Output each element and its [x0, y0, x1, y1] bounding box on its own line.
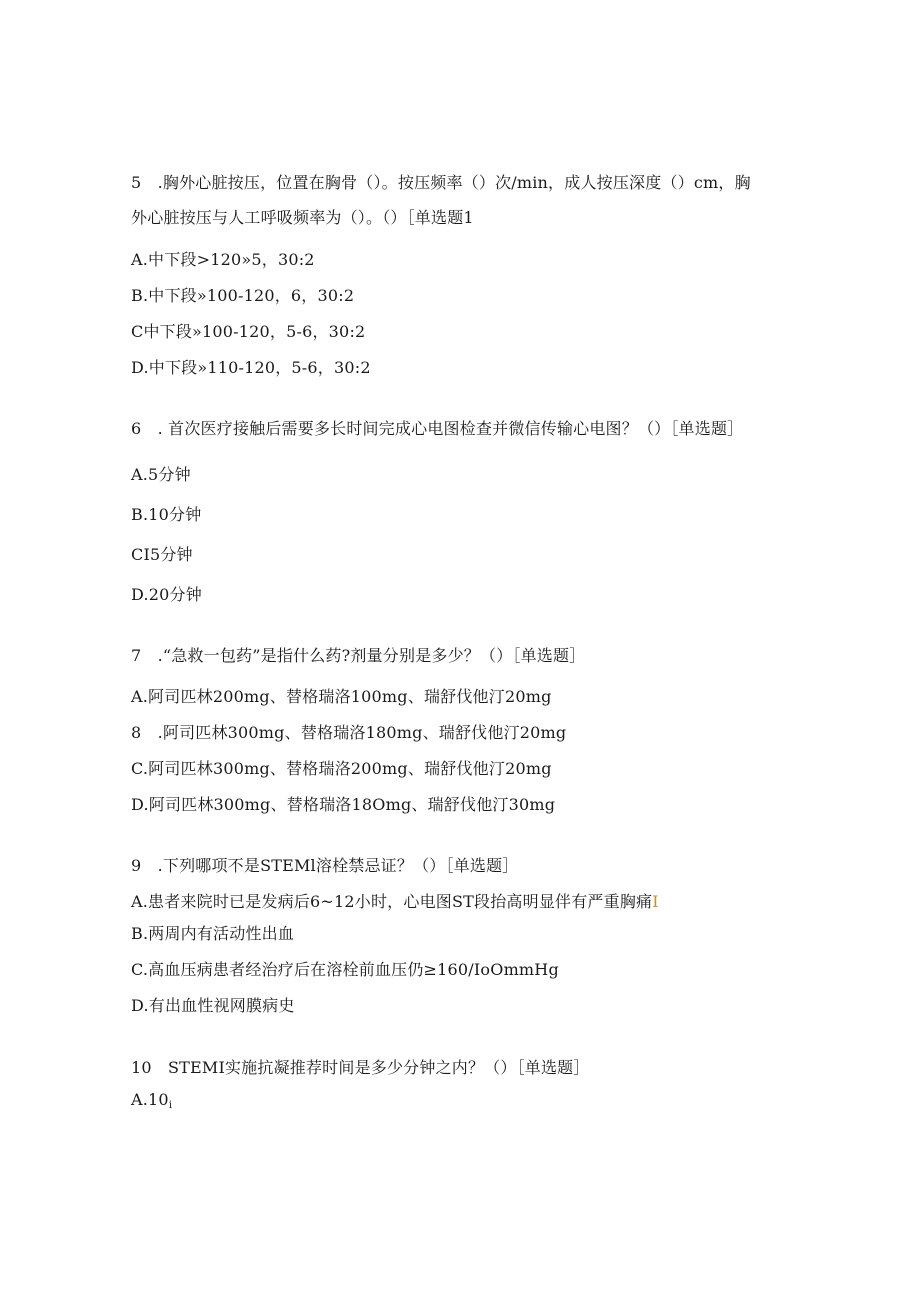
question-10-stem: 10 STEMI实施抗凝推荐时间是多少分钟之内？（）［单选题］ — [131, 1058, 590, 1077]
question-10-option-a — [131, 1090, 172, 1116]
question-5-option-b: B.中下段»100-120，6，30:2 — [131, 286, 355, 305]
question-7-option-d: D.阿司匹林300mg、替格瑞洛18Omg、瑞舒伐他汀30mg — [131, 795, 556, 814]
question-5-option-a: A.中下段>120»5，30:2 — [131, 250, 315, 269]
question-6-stem: 6 . 首次医疗接触后需要多长时间完成心电图检查并微信传输心电图？（）［单选题］ — [131, 419, 744, 438]
question-6-option-c: CI5分钟 — [131, 545, 193, 564]
question-9-option-a-mark: I — [652, 892, 659, 911]
question-9-option-a — [131, 892, 659, 912]
question-9-option-d: D.有出血性视网膜病史 — [131, 996, 295, 1015]
question-5-option-c: C中下段»100-120，5-6，30:2 — [131, 322, 366, 341]
question-10-option-a-suffix: i — [168, 1100, 173, 1111]
question-5-stem-line-2: 外心脏按压与人工呼吸频率为（）。（）［单选题1 — [131, 208, 474, 227]
question-9-option-a-text: A.患者来院时已是发病后6~12小时，心电图ST段抬高明显伴有严重胸痛 — [131, 892, 653, 911]
question-10-option-a-text: A.10 — [131, 1090, 169, 1109]
question-5-option-d: D.中下段»110-120，5-6，30:2 — [131, 358, 371, 377]
question-7-option-a: A.阿司匹林200mg、替格瑞洛100mg、瑞舒伐他汀20mg — [131, 687, 552, 706]
question-6-option-a: A.5分钟 — [131, 465, 191, 484]
question-5-stem-line-1: 5 .胸外心脏按压，位置在胸骨（）。按压频率（）次/min，成人按压深度（）cm，胸 — [131, 173, 751, 192]
question-9-option-c: C.高血压病患者经治疗后在溶栓前血压仍≥160/IoOmmHg — [131, 960, 559, 979]
question-9-stem: 9 .下列哪项不是STEMl溶栓禁忌证？（）［单选题］ — [131, 856, 519, 875]
question-7-option-b: 8 .阿司匹林300mg、替格瑞洛180mg、瑞舒伐他汀20mg — [131, 723, 567, 742]
question-9-option-b: B.两周内有活动性出血 — [131, 924, 295, 943]
question-7-option-c: C.阿司匹林300mg、替格瑞洛200mg、瑞舒伐他汀20mg — [131, 759, 552, 778]
question-7-stem: 7 .“急救一包药”是指什么药?剂量分别是多少？（）［单选题］ — [131, 646, 586, 665]
question-6-option-b: B.10分钟 — [131, 505, 202, 524]
question-6-option-d: D.20分钟 — [131, 585, 202, 604]
